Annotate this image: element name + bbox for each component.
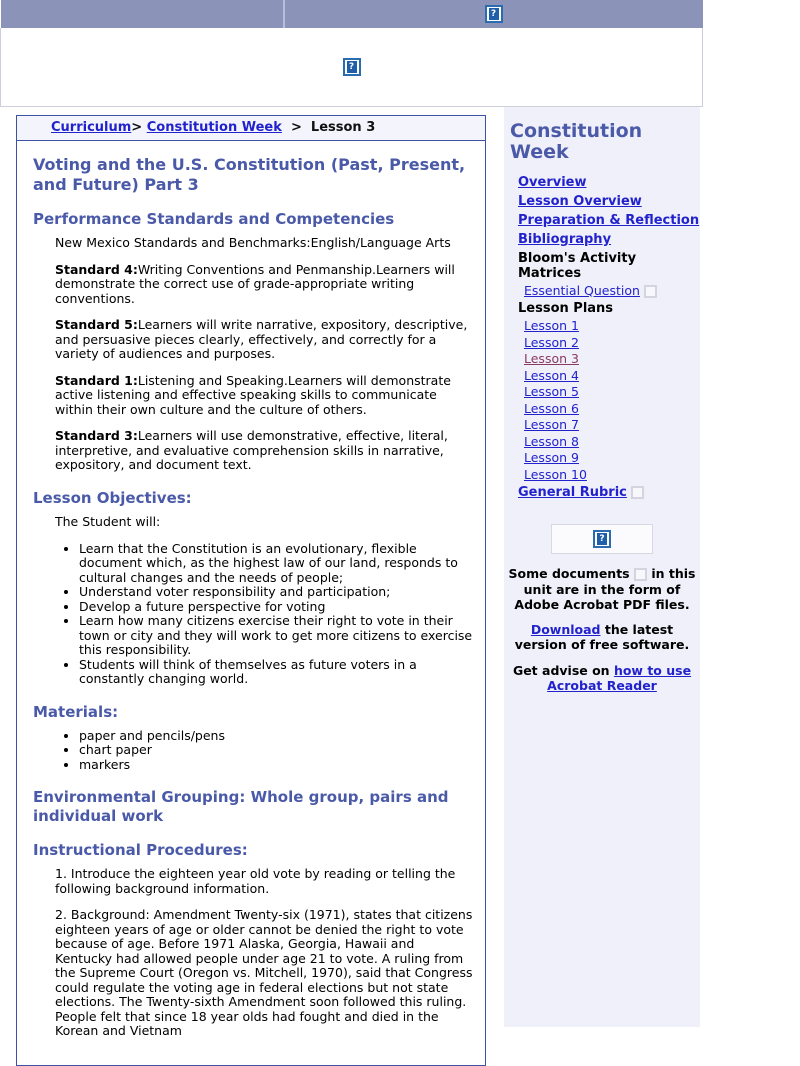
sidebar-item-preparation-reflection[interactable]: Preparation & Reflection [518,212,700,228]
section-heading-materials: Materials: [33,702,119,721]
standard-text: Learners will write narrative, expository, descriptive, and persuasive pieces clearly, effectively, and correctly for a variety of audiences and purposes. [55,317,468,362]
pdf-advice-line [508,663,696,694]
list-item: • chart paper [79,743,475,758]
sidebar-item-bibliography[interactable]: Bibliography [518,231,612,247]
breadcrumb-separator-2: > [290,120,302,135]
sidebar-item-lesson-overview[interactable]: Lesson Overview [518,193,642,209]
site-banner [0,0,703,107]
sidebar-item-lesson-2[interactable]: Lesson 2 [524,334,579,350]
sidebar-item-lesson-4[interactable]: Lesson 4 [524,367,579,383]
list-item: • Understand voter responsibility and participation; [79,585,475,600]
sidebar-general-rubric-row [504,485,700,500]
section-heading-standards: Performance Standards and Competencies [33,210,395,229]
pdf-notice-line-1 [508,566,696,612]
standard-label: Standard 3: [55,428,138,444]
list-item: • markers [79,758,475,773]
page-title: Voting and the U.S. Constitution (Past, Present, and Future) Part 3 [33,155,466,194]
acrobat-badge-box [551,524,653,554]
section-heading-procedures: Instructional Procedures: [33,841,248,860]
section-heading-objectives: Lesson Objectives: [33,488,192,507]
banner-left-block [1,0,284,28]
banner-right-block [284,0,703,28]
sidebar-major-links [518,175,700,247]
list-item: • Students will think of themselves as future voters in a constantly changing world. [79,658,475,687]
list-item: • Learn how many citizens exercise their right to vote in their town or city and they will work to get more citizens to exercise this responsibility. [79,614,475,658]
how-to-use-acrobat-reader-link[interactable]: how to use Acrobat Reader [547,662,692,693]
banner-masthead-area [1,28,703,107]
standard-item [27,374,475,418]
lesson-content-panel [16,115,486,1066]
pdf-notice-broken-image-icon [634,568,647,581]
breadcrumb [17,116,485,141]
standards-intro: New Mexico Standards and Benchmarks:English/Language Arts [55,235,451,251]
main-column [0,107,504,1066]
standard-label: Standard 4: [55,261,138,277]
sidebar-item-lesson-5[interactable]: Lesson 5 [524,384,579,400]
sidebar-item-general-rubric[interactable]: General Rubric [518,485,627,501]
standard-item [27,429,475,473]
breadcrumb-current-lesson: Lesson 3 [310,120,376,135]
pdf-notice-text-a: Some documents [508,566,630,582]
banner-logo-broken-image-icon [485,5,503,23]
sidebar-item-lesson-9[interactable]: Lesson 9 [524,450,579,466]
standard-text: Writing Conventions and Penmanship.Learners will demonstrate the correct use of grade-appropriate writing conventions. [55,261,455,306]
essential-question-broken-image-icon [644,285,657,298]
sidebar-essential-question-row [524,283,700,300]
procedure-step: 1. Introduce the eighteen year old vote by reading or telling the following background information. [55,866,456,896]
sidebar-item-lesson-3[interactable]: Lesson 3 [524,351,579,367]
masthead-broken-image-icon [343,58,361,76]
sidebar-item-lesson-1[interactable]: Lesson 1 [524,318,579,334]
sidebar-title: Constitution Week [510,120,643,163]
sidebar-item-lesson-7[interactable]: Lesson 7 [524,417,579,433]
advice-lead-text: Get advise on [512,662,614,678]
standard-item [27,263,475,307]
general-rubric-broken-image-icon [631,486,644,499]
download-link[interactable]: Download [530,622,601,638]
standard-item [27,318,475,362]
procedure-step: 2. Background: Amendment Twenty-six (1971), states that citizens eighteen years of age or older cannot be denied the right to vote because of age. Before 1971 Alaska, Georgia, Hawaii and Kentucky had allowed people under age 21 to vote. A ruling from the Supreme Court (Oregon vs. Mitchell, 1970), said that Congress could regulate the voting age in federal elections but not state elections. The Twenty-sixth Amendment soon followed this ruling. People felt that since 18 year olds had fought and died in the Korean and Vietnam [55,907,473,1039]
acrobat-badge-broken-image-icon [593,530,611,548]
standard-text: Learners will use demonstrative, effective, literal, interpretive, and evaluative comprehension skills in narrative, expository, and document text. [55,428,448,473]
section-heading-grouping: Environmental Grouping: Whole group, pairs and individual work [33,788,449,825]
sidebar-item-overview[interactable]: Overview [518,174,587,190]
download-line-rest: the latest version of free software. [514,622,690,653]
pdf-download-line [508,622,696,653]
list-item: • paper and pencils/pens [79,729,475,744]
breadcrumb-separator-1: > [131,120,143,135]
standard-label: Standard 5: [55,317,138,333]
sidebar-heading-blooms-matrices: Bloom's Activity Matrices [518,250,637,281]
objectives-lead: The Student will: [55,514,161,530]
sidebar-lesson-list [524,318,700,483]
standard-label: Standard 1: [55,372,138,388]
sidebar-heading-lesson-plans: Lesson Plans [518,301,614,317]
sidebar-item-essential-question[interactable]: Essential Question [524,282,640,298]
sidebar-item-lesson-8[interactable]: Lesson 8 [524,433,579,449]
sidebar [504,107,700,1027]
pdf-notice-text-b: in this unit are in the form of Adobe Acrobat PDF files. [514,566,696,612]
breadcrumb-link-constitution-week[interactable]: Constitution Week [146,120,282,135]
materials-list [27,729,475,773]
objectives-list [27,542,475,687]
sidebar-item-lesson-6[interactable]: Lesson 6 [524,400,579,416]
sidebar-item-lesson-10[interactable]: Lesson 10 [524,466,587,482]
breadcrumb-link-curriculum[interactable]: Curriculum [51,120,132,135]
list-item: • Learn that the Constitution is an evolutionary, flexible document which, as the highest law of our land, responds to cultural changes and the needs of people; [79,542,475,586]
list-item: • Develop a future perspective for voting [79,600,475,615]
standard-text: Listening and Speaking.Learners will demonstrate active listening and effective speaking skills to communicate within their own culture and the culture of others. [55,372,451,417]
